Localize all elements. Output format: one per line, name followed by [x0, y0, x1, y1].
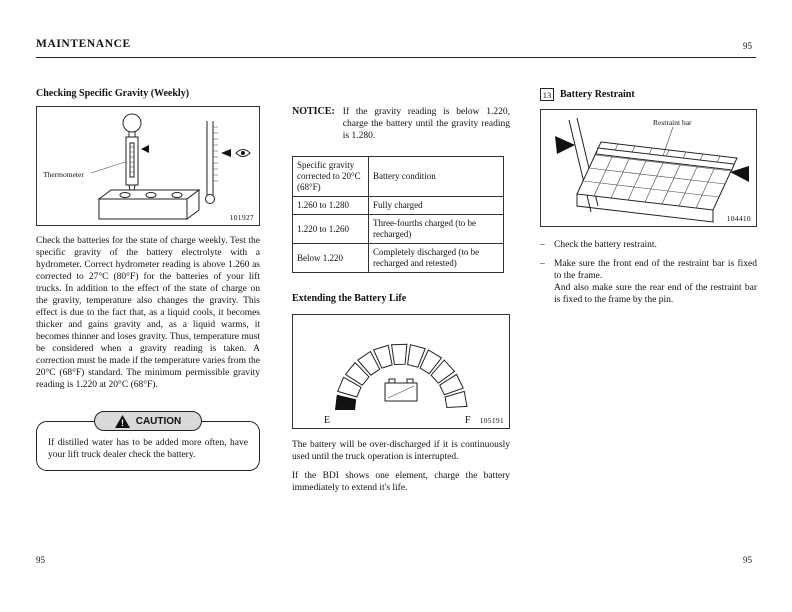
- figure-hydrometer: [36, 106, 260, 226]
- bullet-dash: –: [540, 240, 545, 250]
- figure-number: 104410: [726, 214, 751, 223]
- table-cell-condition: Fully charged: [369, 197, 504, 215]
- bullet-text: Check the battery restraint.: [554, 240, 657, 250]
- gauge-segment-filled: [335, 395, 356, 410]
- caution-title: CAUTION: [135, 415, 182, 427]
- table-row: [293, 197, 504, 215]
- notice-block: [292, 106, 510, 142]
- caution-block: [36, 415, 260, 471]
- bullet-line-2: And also make sure the rear end of the restraint bar is fixed to the frame by the pin.: [554, 283, 757, 305]
- view-arrow-icon: [221, 149, 231, 157]
- bdi-gauge-illustration: [293, 315, 509, 428]
- table-row: [293, 244, 504, 273]
- warning-triangle-icon: [115, 415, 130, 428]
- table-cell-condition: Completely discharged (to be recharged and retested): [369, 244, 504, 273]
- section-heading-specific-gravity: Checking Specific Gravity (Weekly): [36, 88, 190, 99]
- hydrometer-bulb-icon: [123, 114, 141, 132]
- page-number-bottom-left: 95: [36, 555, 45, 565]
- gauge-label-full: F: [465, 415, 471, 426]
- table-header-condition: Battery condition: [369, 157, 504, 197]
- table-header-row: [293, 157, 504, 197]
- section-heading-restraint: Battery Restraint: [560, 89, 635, 100]
- figure-bdi-gauge: [292, 314, 510, 429]
- table-cell-condition: Three-fourths charged (to be recharged): [369, 215, 504, 244]
- notice-label: NOTICE:: [292, 106, 335, 117]
- body-paragraph-specific-gravity: Check the batteries for the state of charge weekly. Test the specific gravity of the battery electrolyte with a hydrometer. Correct hydrometer reading is above 1.260 as corrected to 27°C (80°F) for the batteries of your lift trucks. In addition to the effect of the state of charge on the gravity, temperature also changes the gravity. This effect is due to the fact that, as a liquid cools, it becomes thicker and gains gravity and, as a liquid warms, it becomes thinner and loses gravity. Thus, temperature must be considered when a gravity reading is taken. A correction must be made if the temperature varies from the 20°C (68°F) standard. The minimum permissible gravity reading is 1.220 at 20°C (68°F).: [36, 236, 260, 390]
- hydrometer-illustration: [37, 107, 259, 225]
- gravity-table: [292, 156, 504, 273]
- caution-tab: [94, 411, 202, 431]
- table-cell-gravity: 1.220 to 1.260: [293, 215, 369, 244]
- figure-number: 105191: [479, 416, 504, 425]
- page-number-bottom-right: 95: [743, 555, 752, 565]
- battery-terminal-icon: [407, 379, 413, 383]
- left-column: [36, 88, 260, 471]
- figure-battery-restraint: [540, 109, 757, 227]
- thermometer-label: Thermometer: [43, 170, 84, 179]
- right-column: [540, 88, 757, 313]
- gauge-label-empty: E: [324, 415, 331, 426]
- table-cell-gravity: Below 1.220: [293, 244, 369, 273]
- bullet-item: [540, 258, 757, 306]
- paragraph-bdi-element: If the BDI shows one element, charge the battery immediately to extend it's life.: [292, 471, 510, 493]
- header-rule: [36, 57, 756, 58]
- section-heading-restraint-row: [540, 88, 757, 101]
- table-header-gravity: Specific gravity corrected to 20°C (68°F): [293, 157, 369, 197]
- table-row: [293, 215, 504, 244]
- caution-text: If distilled water has to be added more often, have your lift truck dealer check the battery.: [48, 438, 248, 460]
- page-title: MAINTENANCE: [36, 38, 131, 50]
- svg-text:!: !: [120, 417, 124, 428]
- reading-arrow-icon: [141, 145, 149, 153]
- section-number-box: 13: [540, 88, 554, 101]
- restraint-illustration: [541, 110, 756, 226]
- paragraph-over-discharge: The battery will be over-discharged if it is continuously used until the truck operation is interrupted.: [292, 440, 510, 462]
- pointer-arrow-left-icon: [555, 136, 575, 154]
- bullet-item: [540, 239, 757, 251]
- bullet-text: [554, 258, 757, 306]
- notice-text: If the gravity reading is below 1.220, charge the battery until the gravity reading is 1.280.: [342, 107, 510, 141]
- battery-terminal-icon: [389, 379, 395, 383]
- bullet-dash: –: [540, 259, 545, 269]
- table-cell-gravity: 1.260 to 1.280: [293, 197, 369, 215]
- restraint-bar-label: Restraint bar: [653, 118, 692, 127]
- bullet-line-1: Make sure the front end of the restraint bar is fixed to the frame.: [554, 259, 757, 281]
- figure-number: 101927: [229, 213, 254, 222]
- section-heading-battery-life: Extending the Battery Life: [292, 293, 407, 304]
- middle-column: [292, 106, 510, 501]
- page-number-top-right: 95: [743, 41, 752, 51]
